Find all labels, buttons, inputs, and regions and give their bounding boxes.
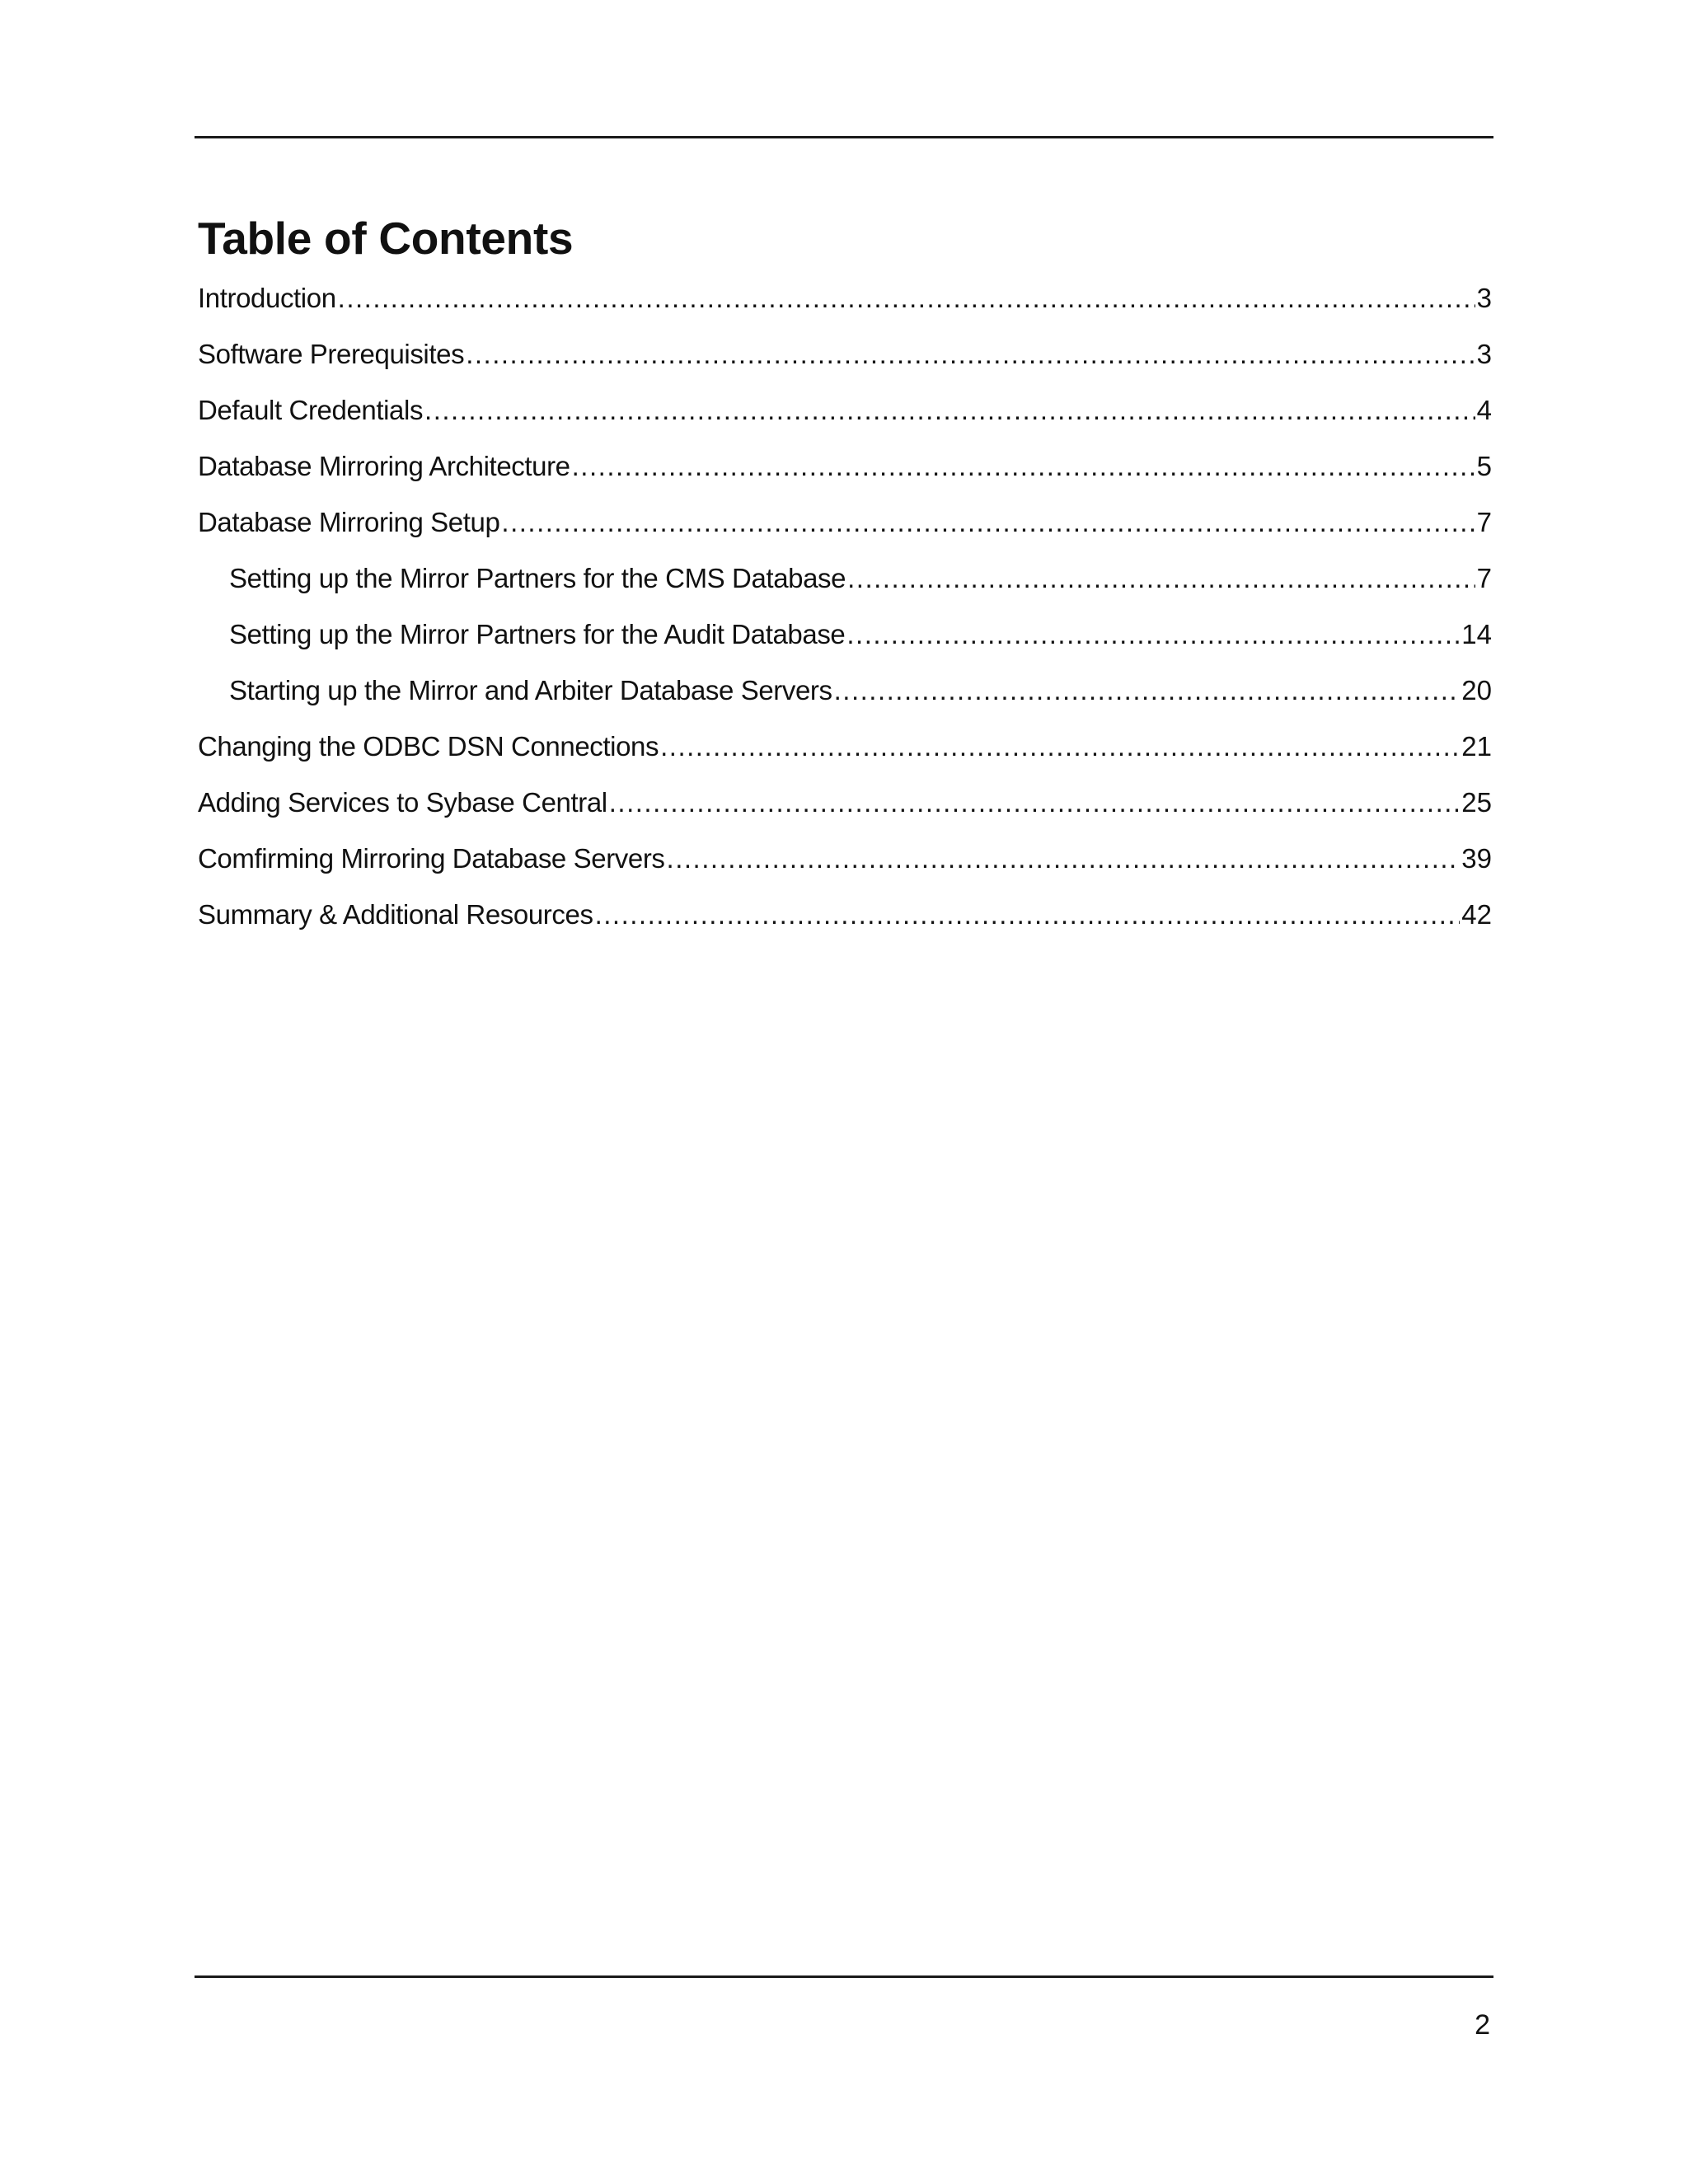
toc-entry-page: 5: [1476, 451, 1492, 481]
toc-leader: [609, 785, 1461, 821]
toc-leader: [847, 560, 1475, 597]
toc-leader: [846, 616, 1460, 653]
page-number: 2: [1475, 2009, 1490, 2041]
toc-subentry[interactable]: [198, 673, 1492, 729]
toc-subentry[interactable]: [198, 616, 1492, 673]
toc-entry-text: Setting up the Mirror Partners for the Audit Database: [229, 619, 846, 649]
toc-entry[interactable]: [198, 280, 1492, 336]
toc-entry-page: 14: [1461, 619, 1492, 649]
toc-entry[interactable]: [198, 785, 1492, 841]
toc-entry-page: 3: [1476, 339, 1492, 369]
toc-entry-text: Adding Services to Sybase Central: [198, 787, 607, 818]
toc-entry-text: Default Credentials: [198, 395, 424, 425]
toc-entry[interactable]: [198, 336, 1492, 392]
toc-entry-page: 25: [1461, 787, 1492, 818]
toc-leader: [424, 392, 1475, 429]
toc-leader: [660, 729, 1460, 765]
toc-entry[interactable]: [198, 897, 1492, 953]
toc-leader: [501, 504, 1475, 541]
toc-entry-text: Setting up the Mirror Partners for the CMS Database: [229, 563, 846, 593]
toc-leader: [834, 673, 1461, 709]
toc-entry-text: Database Mirroring Architecture: [198, 451, 570, 481]
toc-entry[interactable]: [198, 448, 1492, 504]
toc-entry-text: Starting up the Mirror and Arbiter Database Servers: [229, 675, 832, 705]
toc-entry-page: 42: [1461, 899, 1492, 930]
header-rule: [195, 136, 1493, 138]
toc-entry-text: Introduction: [198, 283, 336, 313]
toc-title: Table of Contents: [198, 213, 574, 264]
toc-leader: [338, 280, 1475, 316]
toc-entry-page: 7: [1476, 563, 1492, 593]
toc-entry-text: Comfirming Mirroring Database Servers: [198, 843, 665, 874]
toc-subentry[interactable]: [198, 560, 1492, 616]
toc-leader: [595, 897, 1461, 933]
toc-entry[interactable]: [198, 729, 1492, 785]
toc-leader: [572, 448, 1475, 485]
toc-entry-text: Database Mirroring Setup: [198, 507, 500, 537]
toc-list: [198, 280, 1492, 953]
toc-entry-page: 3: [1476, 283, 1492, 313]
toc-entry-page: 20: [1461, 675, 1492, 705]
toc-entry-page: 39: [1461, 843, 1492, 874]
toc-entry-page: 7: [1476, 507, 1492, 537]
toc-entry-text: Software Prerequisites: [198, 339, 465, 369]
toc-entry-text: Changing the ODBC DSN Connections: [198, 731, 659, 762]
toc-entry[interactable]: [198, 841, 1492, 897]
toc-leader: [466, 336, 1475, 373]
toc-entry-page: 4: [1476, 395, 1492, 425]
toc-leader: [667, 841, 1461, 877]
toc-entry-page: 21: [1461, 731, 1492, 762]
footer-rule: [195, 1975, 1493, 1978]
toc-entry[interactable]: [198, 392, 1492, 448]
toc-entry[interactable]: [198, 504, 1492, 560]
toc-entry-text: Summary & Additional Resources: [198, 899, 593, 930]
